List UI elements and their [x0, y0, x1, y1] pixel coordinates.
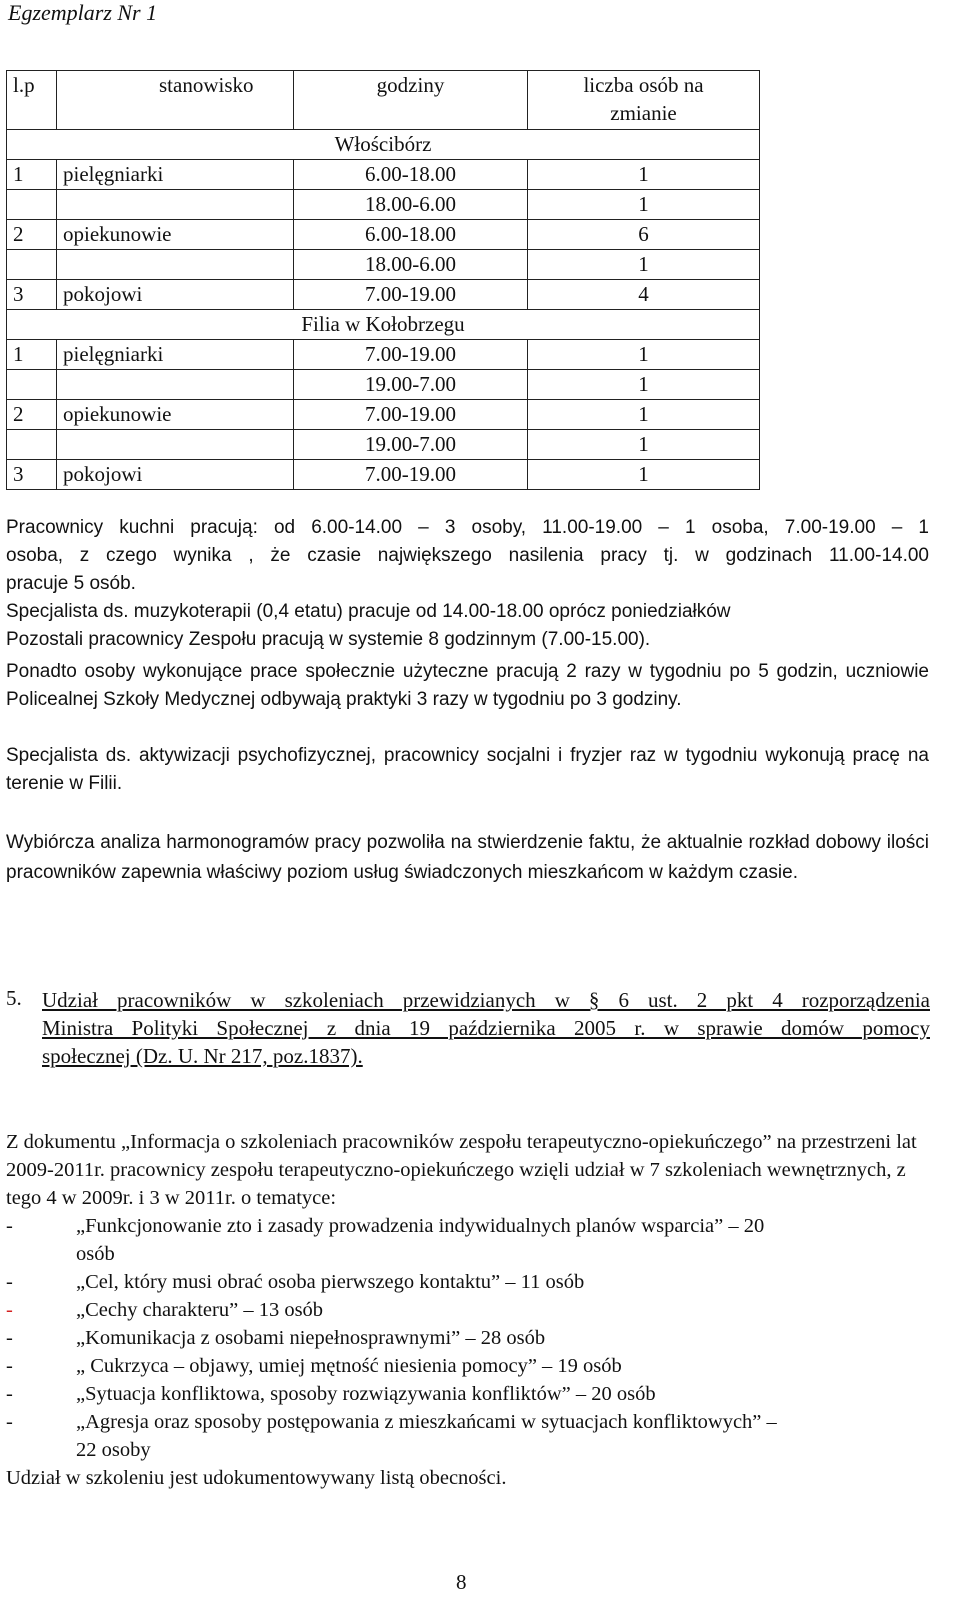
cell-liczba: 1 — [528, 430, 760, 460]
training-item — [6, 1212, 764, 1240]
cell-liczba: 1 — [528, 160, 760, 190]
cell-lp: 3 — [7, 460, 57, 490]
cell-stanowisko: opiekunowie — [57, 400, 294, 430]
trainings-outro: Udział w szkoleniu jest udokumentowywany listą obecności. — [6, 1467, 507, 1489]
cell-liczba: 1 — [528, 370, 760, 400]
training-item — [6, 1324, 545, 1352]
cell-liczba: 1 — [528, 340, 760, 370]
cell-stanowisko: pielęgniarki — [57, 340, 294, 370]
page-number: 8 — [456, 1570, 467, 1594]
list-dash: - — [6, 1215, 13, 1237]
cell-lp: 3 — [7, 280, 57, 310]
training-item — [6, 1380, 656, 1408]
section-5-line-2: Ministra Polityki Społecznej z dnia 19 października 2005 r. w sprawie domów pomocy — [42, 1016, 930, 1040]
cell-liczba: 1 — [528, 190, 760, 220]
document-header-label: Egzemplarz Nr 1 — [8, 0, 158, 25]
training-item-text: „Funkcjonowanie zto i zasady prowadzenia indywidualnych planów wsparcia” – 20 — [76, 1215, 765, 1237]
table-row — [7, 250, 760, 280]
training-item-text: „Komunikacja z osobami niepełnosprawnymi” – 28 osób — [76, 1327, 546, 1349]
table-row — [7, 370, 760, 400]
table-row — [7, 220, 760, 250]
cell-lp: 1 — [7, 340, 57, 370]
section-5-line-1: Udział pracowników w szkoleniach przewidzianych w § 6 ust. 2 pkt 4 rozporządzenia — [42, 988, 930, 1012]
header-liczba: liczba osób na zmianie — [528, 71, 760, 130]
training-item-cont: 22 osoby — [76, 1439, 151, 1461]
section-row — [7, 130, 760, 160]
kitchen-line-3: pracuje 5 osób. — [6, 573, 136, 594]
table-header-row — [7, 71, 760, 130]
kitchen-line-4: Specjalista ds. muzykoterapii (0,4 etatu) pracuje od 14.00-18.00 oprócz poniedziałków — [6, 601, 731, 622]
trainings-intro: Z dokumentu „Informacja o szkoleniach pracowników zespołu terapeutyczno-opiekuńczego” na przestrzeni lat 2009-2011r. pracownicy zespołu terapeutyczno-opiekuńczego wzięli udział w 7 szkoleniach wewnętrznych, z tego 4 w 2009r. i 3 w 2011r. o tematyce: — [6, 1131, 917, 1209]
cell-stanowisko — [57, 370, 294, 400]
list-dash: - — [6, 1327, 13, 1349]
table-row — [7, 160, 760, 190]
training-item-text: „Cechy charakteru” – 13 osób — [76, 1299, 324, 1321]
cell-lp: 2 — [7, 220, 57, 250]
section-5-heading — [42, 986, 930, 1070]
training-item — [6, 1268, 584, 1296]
section-title: Filia w Kołobrzegu — [7, 310, 760, 340]
header-stanowisko: stanowisko — [57, 71, 294, 130]
list-dash: - — [6, 1383, 13, 1405]
training-item-text: „Agresja oraz sposoby postępowania z mieszkańcami w sytuacjach konfliktowych” – — [76, 1411, 777, 1433]
cell-lp: 1 — [7, 160, 57, 190]
cell-stanowisko: pokojowi — [57, 460, 294, 490]
cell-liczba: 4 — [528, 280, 760, 310]
cell-godziny: 7.00-19.00 — [294, 460, 528, 490]
cell-lp: 2 — [7, 400, 57, 430]
cell-godziny: 7.00-19.00 — [294, 280, 528, 310]
cell-stanowisko — [57, 190, 294, 220]
training-item-cont: osób — [76, 1243, 115, 1265]
kitchen-line-1: Pracownicy kuchni pracują: od 6.00-14.00 – 3 osoby, 11.00-19.00 – 1 osoba, 7.00-19.00 – 1 — [6, 517, 929, 538]
cell-lp — [7, 430, 57, 460]
training-item-text: „Sytuacja konfliktowa, sposoby rozwiązywania konfliktów” – 20 osób — [76, 1383, 656, 1405]
training-item — [6, 1408, 777, 1436]
cell-liczba: 1 — [528, 460, 760, 490]
cell-godziny: 18.00-6.00 — [294, 190, 528, 220]
training-item-text: „ Cukrzyca – objawy, umiej mętność niesienia pomocy” – 19 osób — [76, 1355, 622, 1377]
table-row — [7, 340, 760, 370]
cell-lp — [7, 250, 57, 280]
cell-stanowisko: pokojowi — [57, 280, 294, 310]
list-dash: - — [6, 1355, 13, 1377]
section-5-number: 5. — [6, 986, 22, 1010]
header-lp: l.p — [7, 71, 57, 130]
training-item — [6, 1296, 323, 1324]
table-row — [7, 460, 760, 490]
list-dash: - — [6, 1299, 13, 1321]
table-row — [7, 280, 760, 310]
cell-godziny: 6.00-18.00 — [294, 160, 528, 190]
cell-lp — [7, 190, 57, 220]
table-row — [7, 400, 760, 430]
volunteers-paragraph: Ponadto osoby wykonujące prace społecznie użyteczne pracują 2 razy w tygodniu po 5 godzin, uczniowie Policealnej Szkoły Medycznej odbywają praktyki 3 razy w tygodniu po 3 godziny. — [6, 661, 929, 710]
cell-godziny: 7.00-19.00 — [294, 400, 528, 430]
cell-liczba: 6 — [528, 220, 760, 250]
cell-liczba: 1 — [528, 400, 760, 430]
cell-godziny: 7.00-19.00 — [294, 340, 528, 370]
section-title: Włościbórz — [7, 130, 760, 160]
cell-godziny: 19.00-7.00 — [294, 370, 528, 400]
specialists-paragraph: Specjalista ds. aktywizacji psychofizycznej, pracownicy socjalni i fryzjer raz w tygodniu wykonują pracę na terenie w Filii. — [6, 745, 929, 794]
analysis-paragraph: Wybiórcza analiza harmonogramów pracy pozwoliła na stwierdzenie faktu, że aktualnie rozkład dobowy ilości pracowników zapewnia właściwy poziom usług świadczonych mieszkańcom w każdym czasie. — [6, 832, 929, 883]
cell-godziny: 18.00-6.00 — [294, 250, 528, 280]
header-godziny: godziny — [294, 71, 528, 130]
cell-godziny: 19.00-7.00 — [294, 430, 528, 460]
kitchen-line-2: osoba, z czego wynika , że czasie największego nasilenia pracy tj. w godzinach 11.00-14.00 — [6, 545, 929, 566]
table-row — [7, 190, 760, 220]
section-row — [7, 310, 760, 340]
kitchen-paragraph — [6, 514, 929, 654]
cell-liczba: 1 — [528, 250, 760, 280]
staff-schedule-table — [6, 70, 760, 490]
training-item — [6, 1352, 622, 1380]
cell-stanowisko — [57, 430, 294, 460]
cell-godziny: 6.00-18.00 — [294, 220, 528, 250]
cell-stanowisko — [57, 250, 294, 280]
list-dash: - — [6, 1411, 13, 1433]
cell-stanowisko: pielęgniarki — [57, 160, 294, 190]
cell-lp — [7, 370, 57, 400]
kitchen-line-5: Pozostali pracownicy Zespołu pracują w systemie 8 godzinnym (7.00-15.00). — [6, 629, 651, 650]
training-item-text: „Cel, który musi obrać osoba pierwszego kontaktu” – 11 osób — [76, 1271, 585, 1293]
section-5-line-3: społecznej (Dz. U. Nr 217, poz.1837). — [42, 1044, 363, 1068]
table-row — [7, 430, 760, 460]
cell-stanowisko: opiekunowie — [57, 220, 294, 250]
list-dash: - — [6, 1271, 13, 1293]
